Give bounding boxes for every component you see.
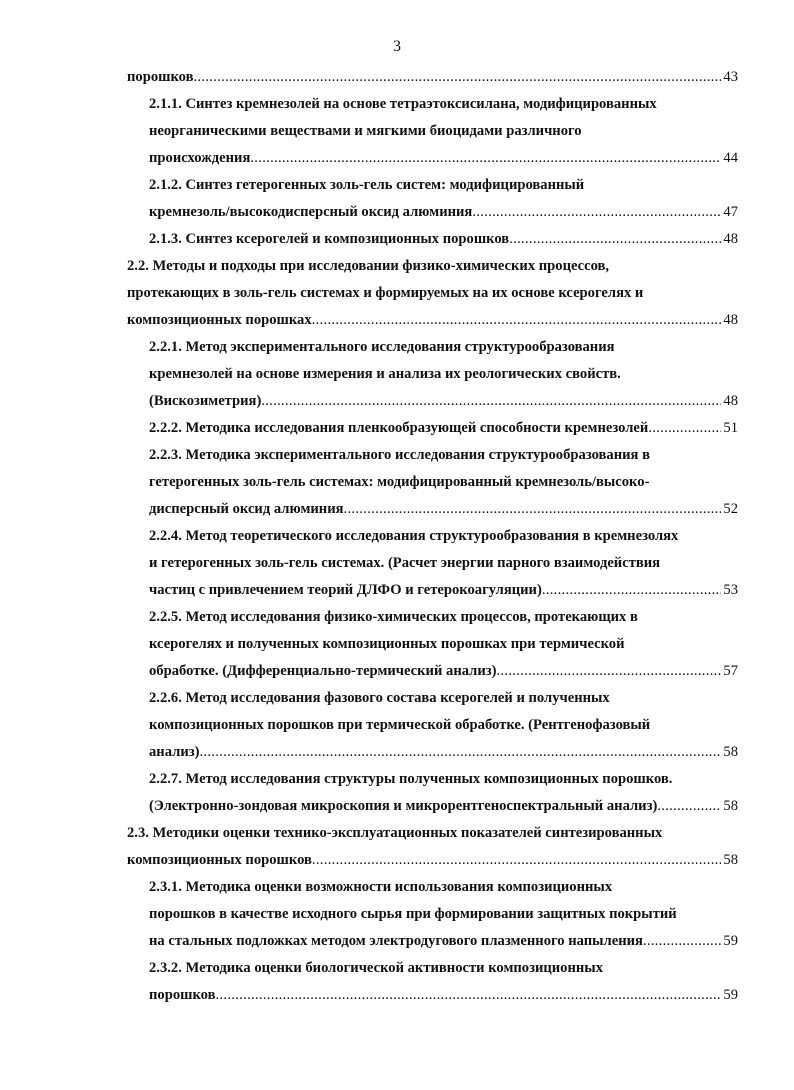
toc-entry bbox=[149, 523, 738, 604]
toc-entry bbox=[149, 91, 738, 172]
toc-entry-line: ксерогелях и полученных композиционных порошках при термической bbox=[149, 636, 625, 652]
toc-leader-dots bbox=[312, 307, 722, 334]
toc-entry bbox=[149, 415, 738, 442]
toc-entry-title: (Электронно-зондовая микроскопия и микрорентгеноспектральный анализ) bbox=[149, 798, 658, 814]
toc-entry-line: порошков в качестве исходного сырья при формировании защитных покрытий bbox=[149, 906, 677, 922]
toc-entry-title: порошков bbox=[127, 69, 194, 85]
toc-entry-title: частиц с привлечением теорий ДЛФО и гетерокоагуляции) bbox=[149, 582, 542, 598]
toc-entry bbox=[149, 442, 738, 523]
page-number: 3 bbox=[393, 38, 401, 55]
toc-entry bbox=[149, 955, 738, 1009]
toc-entry bbox=[149, 334, 738, 415]
toc-entry-line: 2.1.1. Синтез кремнезолей на основе тетраэтоксисилана, модифицированных bbox=[149, 96, 657, 112]
toc-page-number: 48 bbox=[723, 393, 738, 409]
toc-page-number: 47 bbox=[723, 204, 738, 220]
toc-entry-line: 2.1.2. Синтез гетерогенных золь-гель систем: модифицированный bbox=[149, 177, 585, 193]
toc-entry-title: на стальных подложках методом электродугового плазменного напыления bbox=[149, 933, 643, 949]
toc-leader-dots bbox=[643, 928, 721, 955]
toc-entry bbox=[149, 172, 738, 226]
toc-entry-title: кремнезоль/высокодисперсный оксид алюминия bbox=[149, 204, 473, 220]
toc-entry-line: 2.2.3. Методика экспериментального исследования структурообразования в bbox=[149, 447, 650, 463]
toc-entry-title: дисперсный оксид алюминия bbox=[149, 501, 344, 517]
toc-entry bbox=[127, 820, 738, 874]
toc-entry-title: 2.2.2. Методика исследования пленкообразующей способности кремнезолей bbox=[149, 420, 649, 436]
toc-leader-dots bbox=[509, 226, 721, 253]
toc-page-number: 58 bbox=[723, 852, 738, 868]
toc-page-number: 52 bbox=[723, 501, 738, 517]
toc-page-number: 44 bbox=[723, 150, 738, 166]
toc-page-number: 48 bbox=[723, 231, 738, 247]
toc-entry-line: 2.3.1. Методика оценки возможности использования композиционных bbox=[149, 879, 613, 895]
toc-leader-dots bbox=[199, 739, 721, 766]
toc-leader-dots bbox=[261, 388, 721, 415]
toc-entry bbox=[149, 766, 738, 820]
toc-entry-title: анализ) bbox=[149, 744, 200, 760]
toc-leader-dots bbox=[344, 496, 722, 523]
toc-entry-line: 2.2.7. Метод исследования структуры полученных композиционных порошков. bbox=[149, 771, 673, 787]
toc-entry-title: композиционных порошков bbox=[127, 852, 312, 868]
toc-entry-line: 2.2. Методы и подходы при исследовании физико-химических процессов, bbox=[127, 258, 610, 274]
toc-page-number: 59 bbox=[723, 987, 738, 1003]
toc-entry-line: 2.2.1. Метод экспериментального исследования структурообразования bbox=[149, 339, 615, 355]
toc-leader-dots bbox=[648, 415, 721, 442]
toc-entry-line: и гетерогенных золь-гель системах. (Расчет энергии парного взаимодействия bbox=[149, 555, 661, 571]
toc-entry-line: композиционных порошков при термической обработке. (Рентгенофазовый bbox=[149, 717, 651, 733]
toc-page-number: 53 bbox=[723, 582, 738, 598]
toc-entry-line: 2.2.4. Метод теоретического исследования структурообразования в кремнезолях bbox=[149, 528, 679, 544]
toc-entry-title: (Вискозиметрия) bbox=[149, 393, 262, 409]
toc-leader-dots bbox=[312, 847, 722, 874]
toc-entry-line: протекающих в золь-гель системах и формируемых на их основе ксерогелях и bbox=[127, 285, 644, 301]
toc-entry-line: 2.2.5. Метод исследования физико-химических процессов, протекающих в bbox=[149, 609, 638, 625]
toc-page-number: 51 bbox=[723, 420, 738, 436]
toc-entry-line: гетерогенных золь-гель системах: модифицированный кремнезоль/высоко- bbox=[149, 474, 650, 490]
toc-entry bbox=[127, 64, 738, 91]
toc-leader-dots bbox=[542, 577, 722, 604]
toc-entry-line: 2.2.6. Метод исследования фазового состава ксерогелей и полученных bbox=[149, 690, 610, 706]
toc-entry-title: композиционных порошках bbox=[127, 312, 312, 328]
toc-entry bbox=[149, 604, 738, 685]
toc-leader-dots bbox=[657, 793, 721, 820]
toc-page-number: 48 bbox=[723, 312, 738, 328]
toc-entry bbox=[149, 874, 738, 955]
toc-page-number: 57 bbox=[723, 663, 738, 679]
toc-leader-dots bbox=[215, 982, 721, 1009]
toc-entry bbox=[149, 685, 738, 766]
toc-page-number: 43 bbox=[723, 69, 738, 85]
toc-entry-line: 2.3.2. Методика оценки биологической активности композиционных bbox=[149, 960, 603, 976]
toc-page-number: 59 bbox=[723, 933, 738, 949]
toc-entry-title: 2.1.3. Синтез ксерогелей и композиционных порошков bbox=[149, 231, 510, 247]
toc-entry-line: неорганическими веществами и мягкими биоцидами различного bbox=[149, 123, 582, 139]
toc-leader-dots bbox=[193, 64, 721, 91]
toc-leader-dots bbox=[472, 199, 721, 226]
toc-entry-title: происхождения bbox=[149, 150, 251, 166]
toc-entry-line: 2.3. Методики оценки технико-эксплуатационных показателей синтезированных bbox=[127, 825, 663, 841]
toc-page-number: 58 bbox=[723, 744, 738, 760]
toc-entry-title: обработке. (Дифференциально-термический анализ) bbox=[149, 663, 497, 679]
toc-leader-dots bbox=[250, 145, 721, 172]
toc-entry-line: кремнезолей на основе измерения и анализа их реологических свойств. bbox=[149, 366, 621, 382]
toc-page-number: 58 bbox=[723, 798, 738, 814]
toc-entry bbox=[127, 253, 738, 334]
toc-entry bbox=[149, 226, 738, 253]
toc-entry-title: порошков bbox=[149, 987, 216, 1003]
toc-leader-dots bbox=[496, 658, 721, 685]
